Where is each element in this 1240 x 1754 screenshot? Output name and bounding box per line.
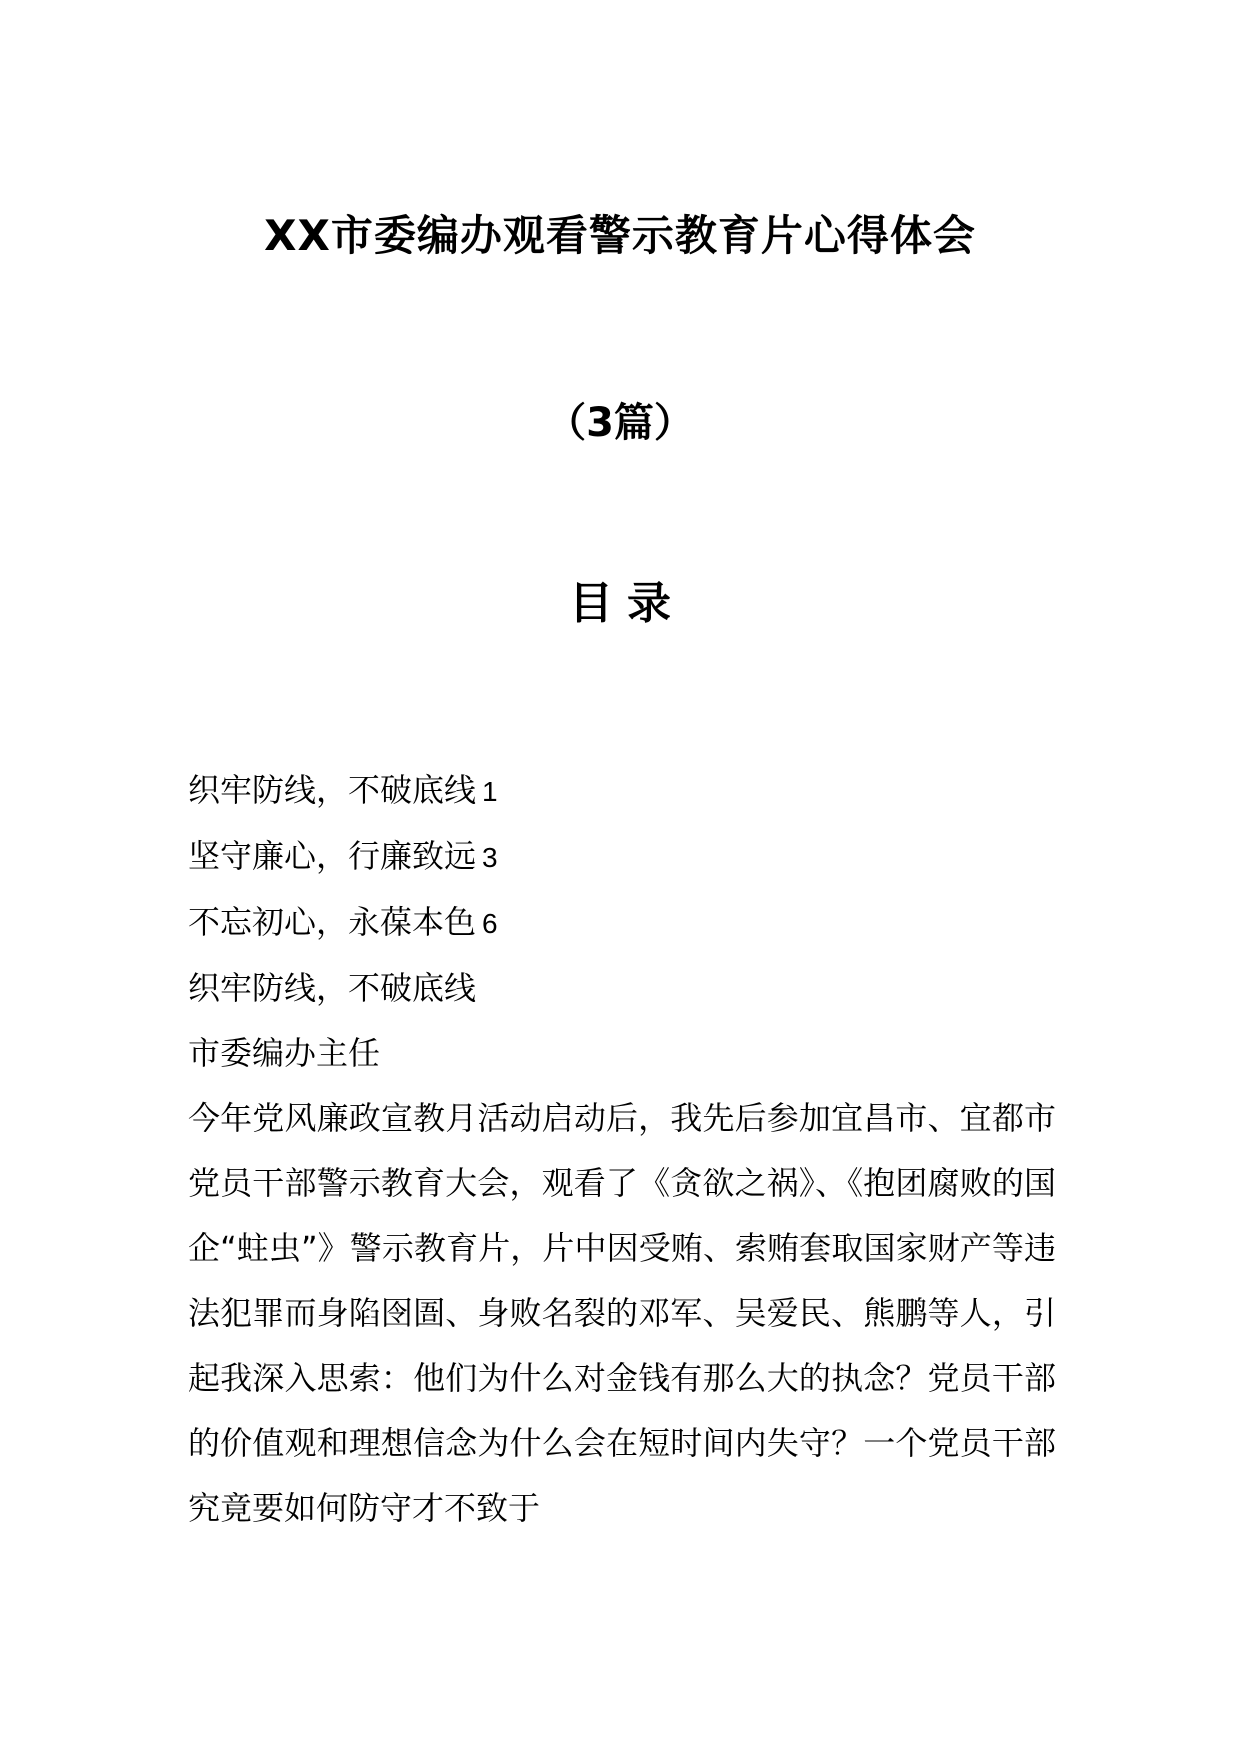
toc-entry-1[interactable] [188,758,1056,824]
document-body [188,758,1056,1541]
section-title: 织牢防线，不破底线 [188,969,477,1007]
body-paragraph: 今年党风廉政宣教月活动启动后，我先后参加宜昌市、宜都市党员干部警示教育大会，观看了《贪欲之祸》、《抱团腐败的国企“蛀虫”》警示教育片，片中因受贿、索贿套取国家财产等违法犯罪而身陷囹圄、身败名裂的邓军、吴爱民、熊鹏等人，引起我深入思索：他们为什么对金钱有那么大的执念？党员干部的价值观和理想信念为什么会在短时间内失守？一个党员干部究竟要如何防守才不致于 [188,1099,1056,1527]
toc-entry-text: 织牢防线，不破底线 [188,771,477,809]
document-title: XX市委编办观看警示教育片心得体会 [264,211,976,260]
section-author: 市委编办主任 [188,1034,381,1072]
toc-entry-page: 1 [482,776,498,807]
toc-heading: 目录 [569,578,685,629]
toc-entry-text: 坚守廉心，行廉致远 [188,837,477,875]
toc-entry-2[interactable] [188,824,1056,890]
document-subtitle: （3篇） [546,400,694,446]
toc-entry-3[interactable] [188,890,1056,956]
toc-entry-page: 6 [482,908,498,939]
toc-entry-text: 不忘初心，永葆本色 [188,903,477,941]
toc-entry-page: 3 [482,842,498,873]
